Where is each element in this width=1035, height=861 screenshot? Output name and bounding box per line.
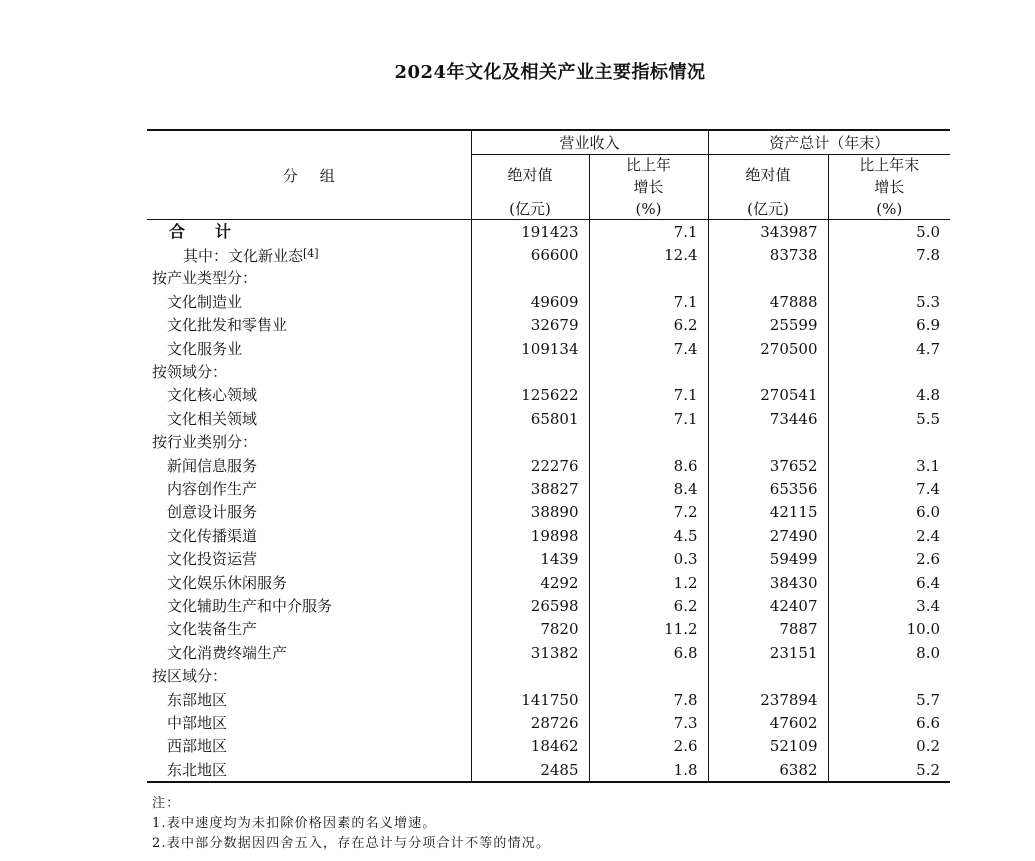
assets-growth-cell: 3.4 [828, 594, 950, 617]
table-row [147, 547, 950, 570]
assets-growth-cell: 4.8 [828, 384, 950, 407]
footnotes [152, 794, 550, 854]
revenue-value-cell: 4292 [471, 571, 589, 594]
revenue-value-cell: 28726 [471, 711, 589, 734]
table-row [147, 571, 950, 594]
assets-value-cell [708, 664, 828, 687]
row-label [147, 477, 471, 500]
table-row [147, 501, 950, 524]
row-label [147, 384, 471, 407]
revenue-growth-cell: 6.8 [589, 641, 708, 664]
table-row [147, 267, 950, 290]
revenue-value-cell: 66600 [471, 243, 589, 266]
assets-growth-cell: 0.2 [828, 735, 950, 758]
revenue-value-cell: 49609 [471, 290, 589, 313]
row-label-text: 文化传播渠道 [167, 526, 258, 545]
row-label [147, 524, 471, 547]
row-label-text: 文化辅助生产和中介服务 [167, 596, 333, 615]
revenue-growth-cell: 7.2 [589, 501, 708, 524]
revenue-growth-label-1: 比上年 [626, 156, 672, 174]
row-label [147, 711, 471, 734]
revenue-header: 营业收入 [471, 130, 708, 155]
assets-growth-cell: 10.0 [828, 618, 950, 641]
assets-growth-cell: 5.3 [828, 290, 950, 313]
revenue-growth-cell: 2.6 [589, 735, 708, 758]
table-row [147, 735, 950, 758]
revenue-growth-cell [589, 431, 708, 454]
revenue-growth-label-2: 增长 [633, 178, 664, 196]
row-label [147, 758, 471, 782]
assets-growth-cell: 7.4 [828, 477, 950, 500]
assets-value-cell: 59499 [708, 547, 828, 570]
assets-abs-header [708, 155, 828, 220]
row-label [147, 243, 471, 266]
revenue-growth-cell: 7.3 [589, 711, 708, 734]
assets-growth-cell: 5.7 [828, 688, 950, 711]
assets-value-cell [708, 267, 828, 290]
assets-growth-label-1: 比上年末 [859, 156, 920, 174]
revenue-value-cell: 38827 [471, 477, 589, 500]
assets-growth-cell: 7.8 [828, 243, 950, 266]
revenue-value-cell: 1439 [471, 547, 589, 570]
revenue-abs-label: 绝对值 [507, 166, 553, 184]
assets-value-cell: 270500 [708, 337, 828, 360]
row-label [147, 360, 471, 383]
assets-growth-cell: 4.7 [828, 337, 950, 360]
row-label-text: 按产业类型分： [152, 269, 258, 288]
row-label-text: 文化服务业 [167, 339, 243, 358]
revenue-value-cell: 191423 [471, 220, 589, 244]
assets-growth-cell: 6.6 [828, 711, 950, 734]
assets-header: 资产总计（年末） [708, 130, 950, 155]
revenue-growth-cell: 7.1 [589, 384, 708, 407]
assets-growth-cell: 6.4 [828, 571, 950, 594]
table-row [147, 220, 950, 244]
revenue-growth-cell: 7.1 [589, 220, 708, 244]
assets-value-cell: 25599 [708, 314, 828, 337]
revenue-growth-unit: (%) [635, 200, 662, 218]
row-label-text: 按区域分： [152, 667, 228, 686]
row-label-text: 文化核心领域 [167, 386, 258, 405]
assets-growth-cell: 6.9 [828, 314, 950, 337]
table-row [147, 664, 950, 687]
revenue-abs-unit: (亿元) [509, 200, 551, 218]
table-row [147, 337, 950, 360]
assets-value-cell: 47602 [708, 711, 828, 734]
assets-growth-cell: 6.0 [828, 501, 950, 524]
assets-value-cell: 7887 [708, 618, 828, 641]
table-row [147, 524, 950, 547]
revenue-growth-cell [589, 360, 708, 383]
row-label [147, 290, 471, 313]
table-row [147, 477, 950, 500]
revenue-growth-cell: 6.2 [589, 594, 708, 617]
assets-growth-header [828, 155, 950, 220]
assets-growth-cell: 5.2 [828, 758, 950, 782]
assets-value-cell: 42115 [708, 501, 828, 524]
assets-growth-cell [828, 267, 950, 290]
revenue-growth-cell: 7.1 [589, 407, 708, 430]
revenue-growth-cell [589, 267, 708, 290]
revenue-growth-cell: 11.2 [589, 618, 708, 641]
row-label [147, 618, 471, 641]
assets-value-cell: 52109 [708, 735, 828, 758]
row-label [147, 735, 471, 758]
assets-value-cell: 73446 [708, 407, 828, 430]
revenue-growth-cell: 0.3 [589, 547, 708, 570]
revenue-value-cell: 2485 [471, 758, 589, 782]
revenue-growth-header [589, 155, 708, 220]
revenue-value-cell [471, 431, 589, 454]
footnote-marker: [4] [303, 247, 319, 261]
assets-growth-label-2: 增长 [874, 178, 905, 196]
revenue-value-cell: 38890 [471, 501, 589, 524]
assets-value-cell [708, 360, 828, 383]
assets-growth-cell [828, 431, 950, 454]
assets-growth-cell: 3.1 [828, 454, 950, 477]
assets-growth-cell: 2.4 [828, 524, 950, 547]
revenue-growth-cell: 6.2 [589, 314, 708, 337]
assets-value-cell: 237894 [708, 688, 828, 711]
revenue-value-cell: 22276 [471, 454, 589, 477]
row-label-text: 合计 [169, 221, 262, 241]
row-label [147, 547, 471, 570]
assets-value-cell: 6382 [708, 758, 828, 782]
assets-value-cell: 65356 [708, 477, 828, 500]
row-label [147, 594, 471, 617]
assets-value-cell: 343987 [708, 220, 828, 244]
assets-value-cell: 38430 [708, 571, 828, 594]
revenue-growth-cell: 12.4 [589, 243, 708, 266]
row-label-text: 文化批发和零售业 [167, 316, 288, 335]
assets-value-cell: 27490 [708, 524, 828, 547]
assets-growth-unit: (%) [876, 200, 903, 218]
row-label-text: 按领域分： [152, 363, 228, 382]
revenue-value-cell: 19898 [471, 524, 589, 547]
revenue-value-cell [471, 360, 589, 383]
row-label [147, 220, 471, 244]
revenue-growth-cell: 7.8 [589, 688, 708, 711]
row-label-text: 文化制造业 [167, 292, 243, 311]
page-title: 2024年文化及相关产业主要指标情况 [394, 62, 706, 83]
assets-growth-cell: 5.0 [828, 220, 950, 244]
table-row [147, 431, 950, 454]
group-column-header: 分组 [147, 130, 471, 220]
table-row [147, 641, 950, 664]
row-label-text: 创意设计服务 [167, 503, 258, 522]
revenue-value-cell: 7820 [471, 618, 589, 641]
revenue-abs-header [471, 155, 589, 220]
revenue-growth-cell: 1.2 [589, 571, 708, 594]
assets-value-cell: 42407 [708, 594, 828, 617]
row-label-text: 东北地区 [167, 760, 228, 779]
assets-growth-cell: 2.6 [828, 547, 950, 570]
row-label-text: 新闻信息服务 [167, 456, 258, 475]
row-label [147, 314, 471, 337]
table-row [147, 618, 950, 641]
assets-growth-cell [828, 664, 950, 687]
row-label-text: 东部地区 [167, 690, 228, 709]
row-label-text: 其中：文化新业态 [183, 247, 304, 266]
revenue-growth-cell: 8.6 [589, 454, 708, 477]
assets-value-cell: 83738 [708, 243, 828, 266]
revenue-value-cell [471, 664, 589, 687]
row-label-text: 内容创作生产 [167, 479, 258, 498]
row-label [147, 688, 471, 711]
assets-value-cell: 47888 [708, 290, 828, 313]
table-row [147, 243, 950, 266]
revenue-value-cell: 26598 [471, 594, 589, 617]
revenue-value-cell: 141750 [471, 688, 589, 711]
assets-growth-cell: 8.0 [828, 641, 950, 664]
row-label-text: 按行业类别分： [152, 433, 258, 452]
revenue-value-cell: 65801 [471, 407, 589, 430]
table-row [147, 454, 950, 477]
revenue-value-cell [471, 267, 589, 290]
table-row [147, 594, 950, 617]
row-label [147, 337, 471, 360]
row-label [147, 431, 471, 454]
table-row [147, 290, 950, 313]
assets-abs-unit: (亿元) [747, 200, 789, 218]
assets-growth-cell: 5.5 [828, 407, 950, 430]
revenue-growth-cell: 1.8 [589, 758, 708, 782]
row-label [147, 454, 471, 477]
table-row [147, 384, 950, 407]
row-label-text: 中部地区 [167, 713, 228, 732]
revenue-value-cell: 109134 [471, 337, 589, 360]
row-label [147, 501, 471, 524]
table-row [147, 711, 950, 734]
assets-value-cell: 23151 [708, 641, 828, 664]
table-row [147, 688, 950, 711]
revenue-growth-cell [589, 664, 708, 687]
row-label-text: 文化投资运营 [167, 550, 258, 569]
row-label [147, 664, 471, 687]
revenue-growth-cell: 8.4 [589, 477, 708, 500]
row-label [147, 571, 471, 594]
revenue-value-cell: 31382 [471, 641, 589, 664]
row-label-text: 文化相关领域 [167, 409, 258, 428]
note-1: 1.表中速度均为未扣除价格因素的名义增速。 [152, 816, 437, 831]
assets-abs-label: 绝对值 [745, 166, 791, 184]
row-label [147, 267, 471, 290]
table-row [147, 360, 950, 383]
notes-heading: 注： [152, 796, 181, 811]
indicator-table [147, 129, 950, 783]
assets-growth-cell [828, 360, 950, 383]
row-label-text: 文化消费终端生产 [167, 643, 288, 662]
revenue-value-cell: 18462 [471, 735, 589, 758]
revenue-growth-cell: 4.5 [589, 524, 708, 547]
assets-value-cell: 37652 [708, 454, 828, 477]
revenue-value-cell: 32679 [471, 314, 589, 337]
row-label-text: 西部地区 [167, 737, 228, 756]
table-row [147, 758, 950, 782]
revenue-value-cell: 125622 [471, 384, 589, 407]
assets-value-cell [708, 431, 828, 454]
row-label-text: 文化娱乐休闲服务 [167, 573, 288, 592]
row-label [147, 641, 471, 664]
row-label [147, 407, 471, 430]
note-2: 2.表中部分数据因四舍五入，存在总计与分项合计不等的情况。 [152, 836, 551, 851]
revenue-growth-cell: 7.4 [589, 337, 708, 360]
table-row [147, 314, 950, 337]
table-row [147, 407, 950, 430]
assets-value-cell: 270541 [708, 384, 828, 407]
row-label-text: 文化装备生产 [167, 620, 258, 639]
revenue-growth-cell: 7.1 [589, 290, 708, 313]
